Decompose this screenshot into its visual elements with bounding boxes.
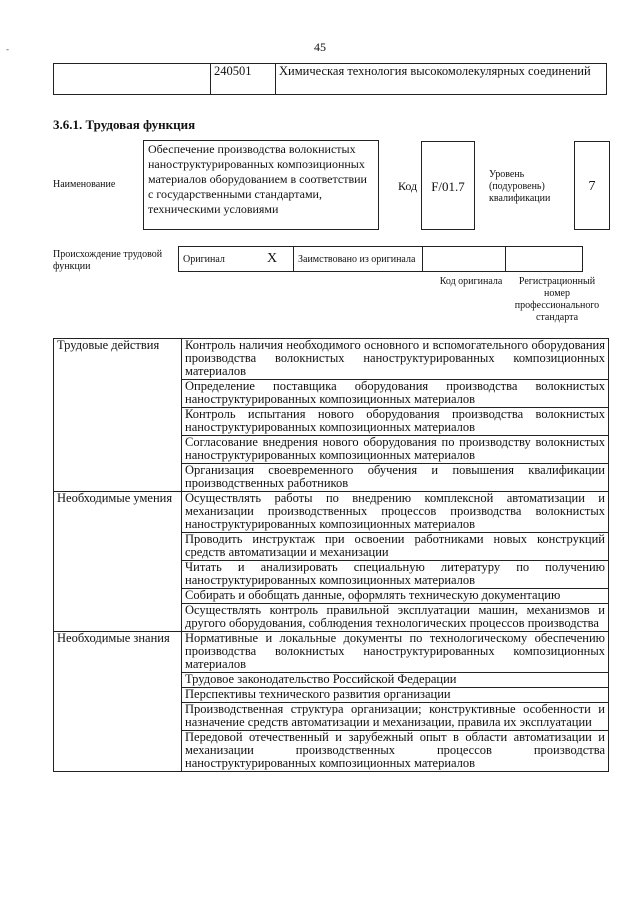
- list-item: Собирать и обобщать данные, оформлять техническую документацию: [182, 589, 609, 604]
- table-row: [54, 380, 609, 408]
- okso-code: 240501: [211, 64, 276, 95]
- group-cell: [54, 589, 182, 604]
- table-row: [54, 436, 609, 464]
- group-cell: [54, 688, 182, 703]
- group-cell: [54, 533, 182, 561]
- code-label: Код: [398, 179, 418, 193]
- table-row: [54, 492, 609, 533]
- function-code: F/01.7: [421, 141, 475, 230]
- list-item: Производственная структура организации; конструктивные особенности и назначение средств автоматизации и механизации, правила их эксплуатации: [182, 703, 609, 731]
- group-title: Необходимые знания: [54, 632, 182, 673]
- table-row: [54, 731, 609, 772]
- group-title: Трудовые действия: [54, 339, 182, 380]
- table-row: [54, 408, 609, 436]
- list-item: Трудовое законодательство Российской Федерации: [182, 673, 609, 688]
- list-item: Проводить инструктаж при освоении работниками новых конструкций средств автоматизации и механизации: [182, 533, 609, 561]
- list-item: Осуществлять работы по внедрению комплексной автоматизации и механизации производственных процессов производства волокнистых наноструктурированных композиционных материалов: [182, 492, 609, 533]
- table-row: [54, 533, 609, 561]
- origin-code-cell: [423, 247, 506, 272]
- borrowed-label: Заимствовано из оригинала: [294, 247, 423, 272]
- list-item: Организация своевременного обучения и повышения квалификации производственных работников: [182, 464, 609, 492]
- table-row: [54, 673, 609, 688]
- list-item: Передовой отечественный и зарубежный опыт в области автоматизации и механизации производственных процессов производства наноструктурированных композиционных материалов: [182, 731, 609, 772]
- table-row: [54, 703, 609, 731]
- group-cell: [54, 731, 182, 772]
- list-item: Читать и анализировать специальную литературу по получению наноструктурированных композиционных материалов: [182, 561, 609, 589]
- list-item: Нормативные и локальные документы по технологическому обеспечению производства волокнистых наноструктурированных композиционных материалов: [182, 632, 609, 673]
- origin-reg-cell: [506, 247, 583, 272]
- group-cell: [54, 604, 182, 632]
- list-item: Перспективы технического развития организации: [182, 688, 609, 703]
- qualification-level: 7: [574, 141, 610, 230]
- origin-table: [178, 246, 583, 272]
- group-cell: [54, 561, 182, 589]
- group-cell: [54, 380, 182, 408]
- page-number: 45: [314, 40, 326, 54]
- table-row: [54, 604, 609, 632]
- function-details-table: [53, 338, 609, 772]
- origin-label: Происхождение трудовой функции: [53, 249, 163, 272]
- group-cell: [54, 464, 182, 492]
- original-label: Оригинал: [179, 247, 252, 272]
- function-name: Обеспечение производства волокнистых наноструктурированных композиционных материалов оборудованием в соответствии с государственными стандартами, техническими условиями: [143, 140, 379, 230]
- list-item: Контроль наличия необходимого основного и вспомогательного оборудования производства волокнистых наноструктурированных композиционных материалов: [182, 339, 609, 380]
- okso-empty-cell: [54, 64, 211, 95]
- table-row: [54, 632, 609, 673]
- list-item: Осуществлять контроль правильной эксплуатации машин, механизмов и другого оборудования, соблюдения технологических процессов производства: [182, 604, 609, 632]
- table-row: [54, 561, 609, 589]
- table-row: [54, 464, 609, 492]
- group-cell: [54, 673, 182, 688]
- group-cell: [54, 703, 182, 731]
- code-original-label: Код оригинала: [439, 276, 503, 287]
- group-title: Необходимые умения: [54, 492, 182, 533]
- group-cell: [54, 408, 182, 436]
- name-label: Наименование: [53, 179, 116, 190]
- table-row: [54, 589, 609, 604]
- list-item: Определение поставщика оборудования производства волокнистых наноструктурированных композиционных материалов: [182, 380, 609, 408]
- table-row: [54, 339, 609, 380]
- margin-mark: -: [6, 44, 9, 54]
- level-label: Уровень (подуровень) квалификации: [489, 169, 551, 204]
- section-title: 3.6.1. Трудовая функция: [53, 117, 196, 132]
- group-cell: [54, 436, 182, 464]
- okso-table: [53, 63, 607, 95]
- table-row: [54, 688, 609, 703]
- list-item: Контроль испытания нового оборудования производства волокнистых наноструктурированных композиционных материалов: [182, 408, 609, 436]
- original-mark: X: [251, 247, 294, 272]
- okso-name: Химическая технология высокомолекулярных соединений: [276, 64, 607, 95]
- reg-number-label: Регистрационный номер профессионального стандарта: [514, 276, 600, 323]
- list-item: Согласование внедрения нового оборудования по производству волокнистых наноструктурированных композиционных материалов: [182, 436, 609, 464]
